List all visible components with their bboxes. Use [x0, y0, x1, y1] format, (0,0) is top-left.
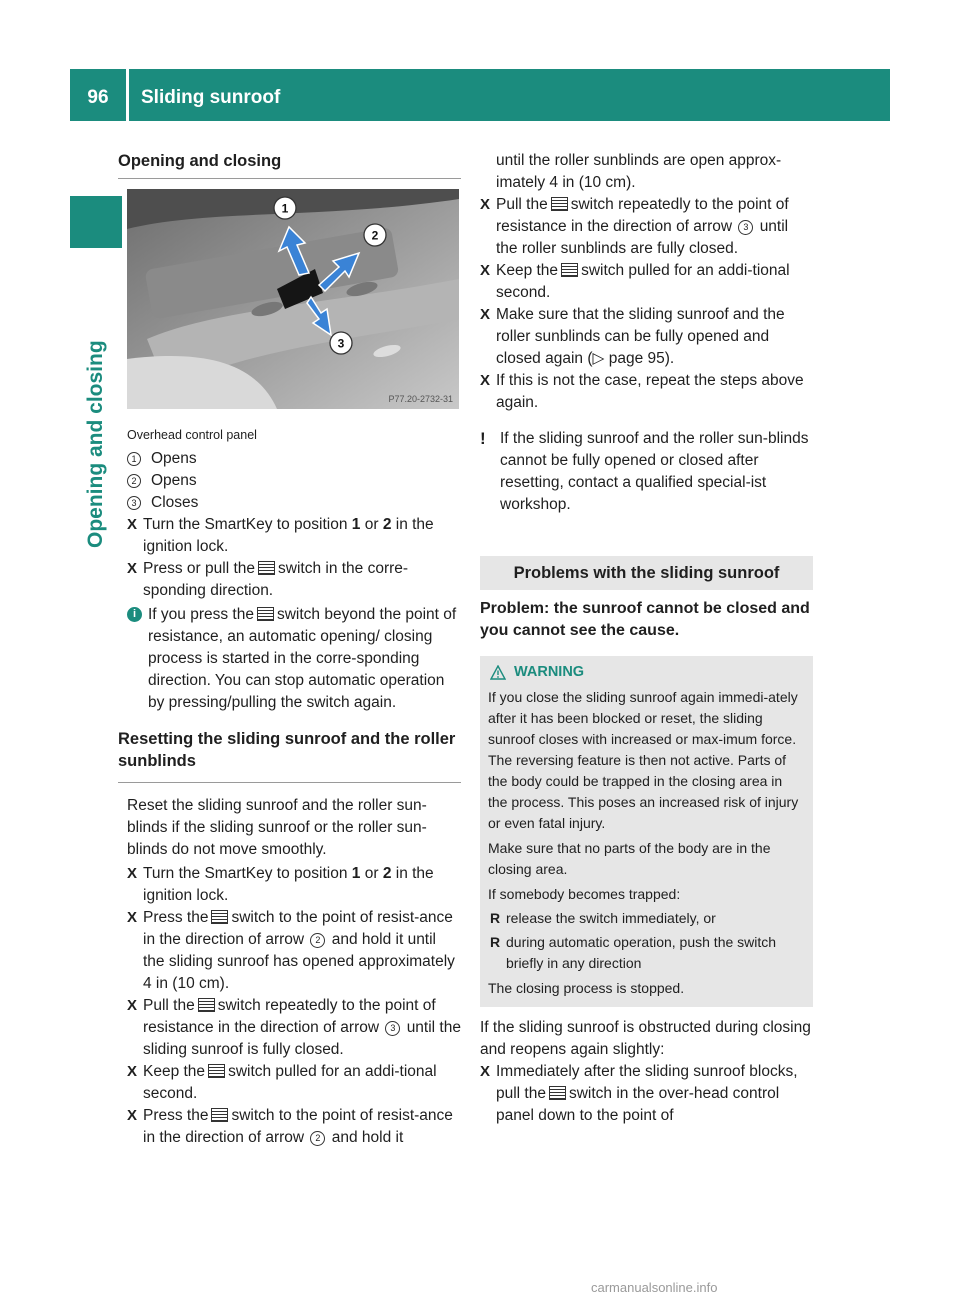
switch-icon	[561, 263, 578, 277]
callout-2: 2	[371, 228, 379, 243]
warning-bullet: R during automatic operation, push the switch briefly in any direction	[490, 934, 777, 971]
switch-icon	[198, 998, 215, 1012]
left-column	[118, 150, 461, 1149]
header-divider	[126, 69, 129, 121]
warning-box	[480, 656, 813, 1007]
switch-icon	[549, 1086, 566, 1100]
warning-text: If somebody becomes trapped:	[488, 886, 681, 902]
instruction-step: X Turn the SmartKey to position 1 or 2 in the ignition lock.	[127, 516, 434, 555]
switch-icon	[208, 1064, 225, 1078]
switch-icon	[211, 1108, 228, 1122]
page-ref-arrow-icon: ▷	[592, 350, 605, 367]
watermark: carmanualsonline.info	[591, 1280, 718, 1295]
problems-heading: Problems with the sliding sunroof	[480, 556, 813, 590]
instruction-step: X Press the switch to the point of resist-ance in the direction of arrow 2 and hold it until the sliding sunroof has opened approximately 4 in (10 cm).	[127, 909, 455, 992]
caution-note: ! If the sliding sunroof and the roller sun-blinds cannot be fully opened or closed after resetting, contact a qualified special-ist workshop.	[480, 428, 813, 516]
warning-bullet: R release the switch immediately, or	[490, 910, 716, 926]
warning-text: The closing process is stopped.	[488, 980, 685, 996]
legend-item: 3 Closes	[127, 492, 461, 514]
warning-text: Make sure that no parts of the body are in the closing area.	[488, 840, 771, 877]
instruction-step: X Pull the switch repeatedly to the point of resistance in the direction of arrow 3 until the roller sunblinds are fully closed.	[480, 196, 789, 257]
switch-icon	[257, 607, 274, 621]
paragraph: If the sliding sunroof is obstructed during closing and reopens again slightly:	[480, 1019, 811, 1058]
instruction-step: X Press the switch to the point of resist-ance in the direction of arrow 2 and hold it	[127, 1107, 453, 1146]
instruction-step: X Turn the SmartKey to position 1 or 2 in the ignition lock.	[127, 865, 434, 904]
page-title: Sliding sunroof	[141, 87, 281, 108]
info-icon: i	[127, 607, 142, 622]
instruction-step: X Press or pull the switch in the corre-sponding direction.	[127, 560, 409, 599]
instruction-step: X Keep the switch pulled for an addi-tional second.	[127, 1063, 437, 1102]
figure-caption: Overhead control panel	[127, 428, 257, 442]
problem-title: Problem: the sunroof cannot be closed and you cannot see the cause.	[480, 600, 810, 639]
warning-text: If you close the sliding sunroof again immedi-ately after it has been blocked or reset, the sliding sunroof closes with increased or max-imum force. The reversing feature is then not active. Parts of the body could be trapped in the closing area in the process. This poses an increased risk of injury or even fatal injury.	[488, 689, 799, 831]
continued-text: until the roller sunblinds are open approx-imately 4 in (10 cm).	[496, 152, 782, 191]
instruction-step: X Immediately after the sliding sunroof blocks, pull the switch in the over-head control panel down to the point of	[480, 1063, 798, 1124]
switch-icon	[551, 197, 568, 211]
exclamation-icon: !	[480, 429, 486, 448]
instruction-step: X Pull the switch repeatedly to the point of resistance in the direction of arrow 3 until the sliding sunroof is fully closed.	[127, 997, 461, 1058]
switch-icon	[258, 561, 275, 575]
instruction-step: X Keep the switch pulled for an addi-tional second.	[480, 262, 790, 301]
chapter-marker	[70, 196, 122, 248]
section-heading-resetting: Resetting the sliding sunroof and the roller sunblinds	[118, 728, 461, 783]
section-heading-opening-closing: Opening and closing	[118, 150, 461, 179]
warning-header: WARNING	[490, 662, 803, 683]
instruction-step: X If this is not the case, repeat the steps above again.	[480, 372, 804, 411]
figure-code: P77.20-2732-31	[388, 394, 453, 404]
callout-1: 1	[281, 201, 289, 216]
instruction-step: X Make sure that the sliding sunroof and the roller sunblinds can be fully opened and closed again (▷ page 95).	[480, 306, 785, 367]
switch-icon	[211, 910, 228, 924]
legend-item: 1 Opens	[127, 448, 461, 470]
warning-triangle-icon	[490, 665, 506, 680]
callout-3: 3	[337, 336, 345, 351]
paragraph: Reset the sliding sunroof and the roller sun-blinds if the sliding sunroof or the roller sun-blinds do not move smoothly.	[127, 797, 427, 858]
info-note: i If you press the switch beyond the point of resistance, an automatic opening/ closing process is started in the corre-sponding direction. You can stop automatic operation by pressing/pulling the switch again.	[127, 604, 461, 714]
page-number: 96	[87, 87, 109, 108]
chapter-label: Opening and closing	[84, 340, 107, 548]
legend-item: 2 Opens	[127, 470, 461, 492]
right-column	[480, 150, 813, 1127]
overhead-panel-figure	[127, 189, 459, 409]
